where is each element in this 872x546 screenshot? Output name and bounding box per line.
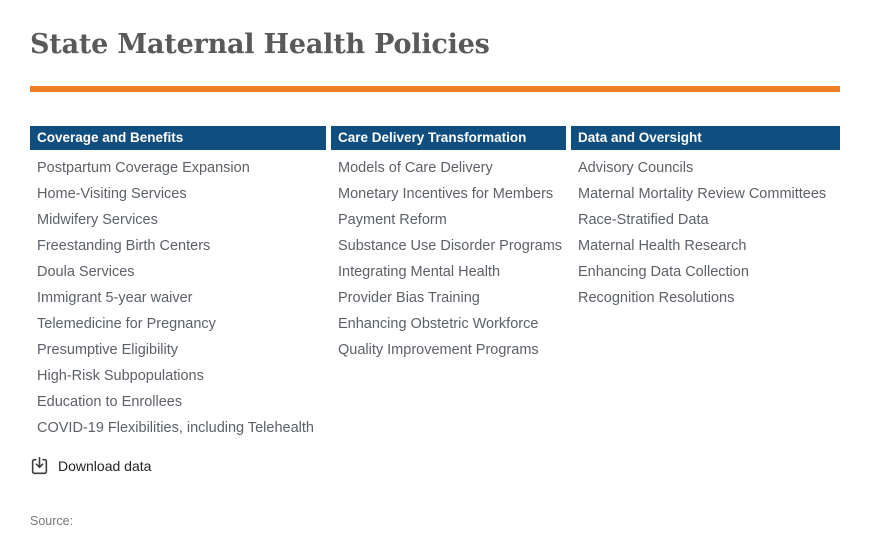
- download-data-link[interactable]: [30, 457, 151, 476]
- policy-item: Maternal Health Research: [578, 238, 747, 254]
- policy-item: Payment Reform: [338, 212, 447, 228]
- policy-table: [30, 126, 840, 441]
- policy-item: Postpartum Coverage Expansion: [37, 160, 250, 176]
- policy-item: Home-Visiting Services: [37, 186, 187, 202]
- policy-item: Enhancing Obstetric Workforce: [338, 316, 539, 332]
- column-header: Care Delivery Transformation: [331, 126, 566, 150]
- column-header: Coverage and Benefits: [30, 126, 326, 150]
- policy-item: Midwifery Services: [37, 212, 158, 228]
- policy-item: Quality Improvement Programs: [338, 342, 539, 358]
- download-data-label: Download data: [58, 458, 152, 474]
- policy-item: Doula Services: [37, 264, 135, 280]
- column-items: [30, 150, 326, 441]
- page-title: State Maternal Health Policies: [30, 29, 490, 60]
- accent-rule: [30, 86, 840, 92]
- policy-item: Enhancing Data Collection: [578, 264, 749, 280]
- policy-item: Presumptive Eligibility: [37, 342, 179, 358]
- policy-item: Integrating Mental Health: [338, 264, 501, 280]
- policy-item: High-Risk Subpopulations: [37, 368, 204, 384]
- download-icon: [30, 457, 49, 476]
- policy-item: Recognition Resolutions: [578, 290, 735, 306]
- policy-item: Advisory Councils: [578, 160, 694, 176]
- policy-item: Provider Bias Training: [338, 290, 480, 306]
- policy-column: [331, 126, 566, 441]
- policy-item: Freestanding Birth Centers: [37, 238, 211, 254]
- policy-item: Telemedicine for Pregnancy: [37, 316, 216, 332]
- policy-item: COVID-19 Flexibilities, including Telehealth: [37, 420, 314, 436]
- column-items: [331, 150, 566, 363]
- policy-item: Models of Care Delivery: [338, 160, 493, 176]
- policy-column: [571, 126, 840, 441]
- policy-item: Substance Use Disorder Programs: [338, 238, 563, 254]
- policy-item: Race-Stratified Data: [578, 212, 709, 228]
- policy-item: Education to Enrollees: [37, 394, 183, 410]
- policy-column: [30, 126, 326, 441]
- column-items: [571, 150, 840, 311]
- column-header: Data and Oversight: [571, 126, 840, 150]
- policy-item: Immigrant 5-year waiver: [37, 290, 193, 306]
- source-label: Source:: [30, 514, 74, 528]
- policy-item: Monetary Incentives for Members: [338, 186, 554, 202]
- policy-item: Maternal Mortality Review Committees: [578, 186, 827, 202]
